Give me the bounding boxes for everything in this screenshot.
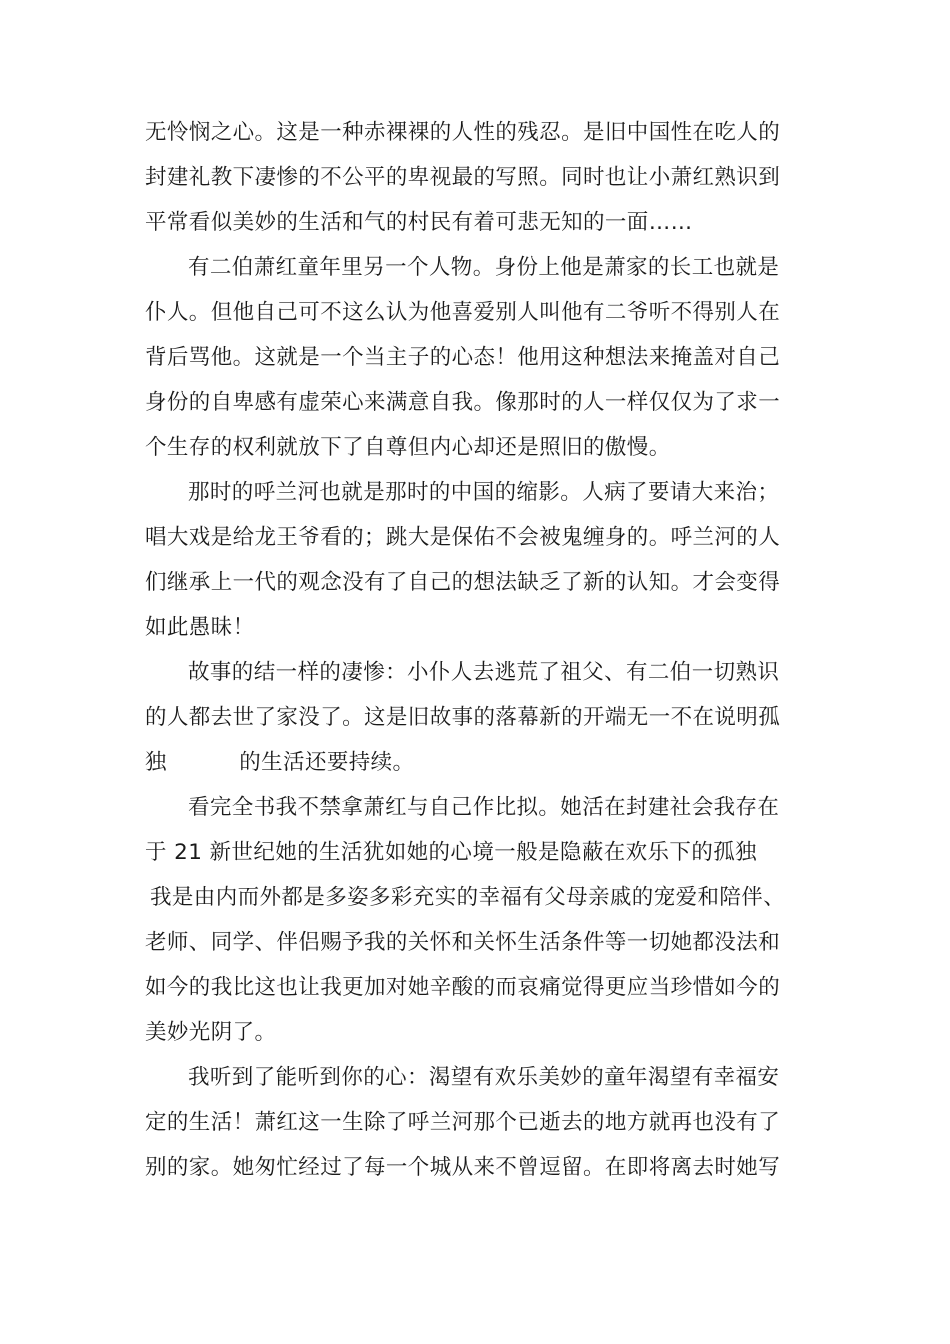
paragraph-start-line: 那时的呼兰河也就是那时的中国的缩影。人病了要请大来治； — [188, 480, 780, 505]
text-line: 美妙光阴了。 — [145, 1020, 277, 1045]
text-line: 平常看似美妙的生活和气的村民有着可悲无知的一面…… — [145, 210, 693, 235]
text-line: 我是由内而外都是多姿多彩充实的幸福有父母亲戚的宠爱和陪伴、 — [150, 885, 786, 910]
text-line: 背后骂他。这就是一个当主子的心态！他用这种想法来掩盖对自己 — [145, 345, 781, 370]
text-line: 如今的我比这也让我更加对她辛酸的而哀痛觉得更应当珍惜如今的 — [145, 975, 781, 1000]
text-line: 封建礼教下凄惨的不公平的卑视最的写照。同时也让小萧红熟识到 — [145, 165, 781, 190]
paragraph-start-line: 我听到了能听到你的心：渴望有欢乐美妙的童年渴望有幸福安 — [188, 1065, 780, 1090]
text-line: 定的生活！萧红这一生除了呼兰河那个已逝去的地方就再也没有了 — [145, 1110, 781, 1135]
text-line: 别的家。她匆忙经过了每一个城从来不曾逗留。在即将离去时她写 — [145, 1155, 781, 1180]
text-line: 仆人。但他自己可不这么认为他喜爱别人叫他有二爷听不得别人在 — [145, 300, 781, 325]
text-line: 无怜悯之心。这是一种赤裸裸的人性的残忍。是旧中国性在吃人的 — [145, 120, 781, 145]
text-line: 身份的自卑感有虚荣心来满意自我。像那时的人一样仅仅为了求一 — [145, 390, 781, 415]
paragraph-start-line: 看完全书我不禁拿萧红与自己作比拟。她活在封建社会我存在 — [188, 795, 780, 820]
text-line: 的人都去世了家没了。这是旧故事的落幕新的开端无一不在说明孤 — [145, 705, 781, 730]
text-line: 唱大戏是给龙王爷看的；跳大是保佑不会被鬼缠身的。呼兰河的人 — [145, 525, 781, 550]
text-line: 们继承上一代的观念没有了自己的想法缺乏了新的认知。才会变得 — [145, 570, 781, 595]
text-line: 老师、同学、伴侣赐予我的关怀和关怀生活条件等一切她都没法和 — [145, 930, 781, 955]
text-line: 个生存的权利就放下了自尊但内心却还是照旧的傲慢。 — [145, 435, 671, 460]
paragraph-start-line: 有二伯萧红童年里另一个人物。身份上他是萧家的长工也就是 — [188, 255, 780, 280]
paragraph-start-line: 故事的结一样的凄惨：小仆人去逃荒了祖父、有二伯一切熟识 — [188, 660, 780, 685]
text-line: 如此愚昧！ — [145, 615, 255, 640]
text-line: 独 的生活还要持续。 — [145, 750, 415, 775]
text-line: 于 21 新世纪她的生活犹如她的心境一般是隐蔽在欢乐下的孤独 — [145, 840, 758, 865]
